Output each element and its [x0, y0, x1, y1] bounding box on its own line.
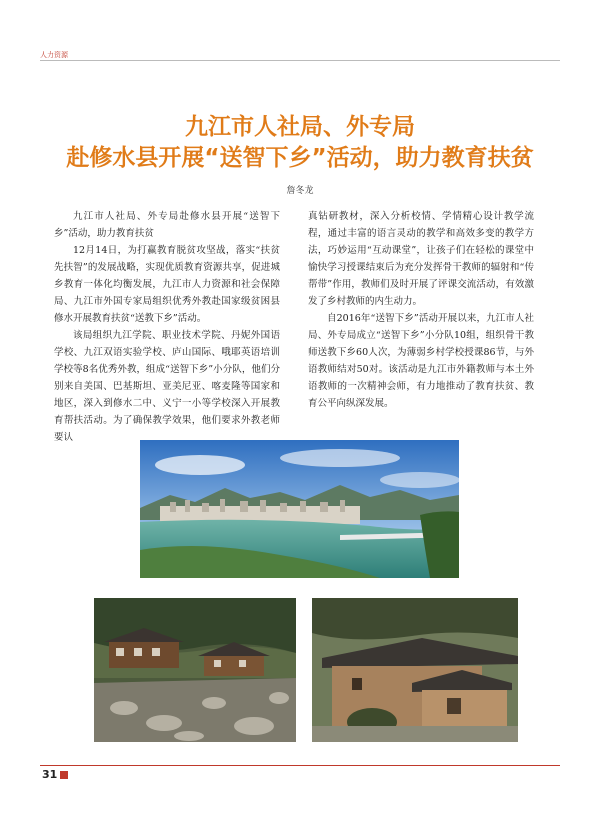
page-number-marker: [60, 771, 68, 779]
old-house-photo: [312, 598, 518, 742]
header-section-mark: 人力资源: [40, 51, 68, 59]
article-title-line1: 九江市人社局、外专局: [185, 114, 415, 140]
footer-rule: [40, 765, 560, 766]
article-title-line2: 赴修水县开展“送智下乡”活动，助力教育扶贫: [66, 145, 534, 171]
paragraph: 该局组织九江学院、职业技术学院、丹妮外国语学校、九江双语实验学校、庐山国际、哦耶英语培训学校等8名优秀外教，组成“送智下乡”小分队，他们分别来自美国、巴基斯坦、亚美尼亚、喀麦隆等国家和地区，深入到修水二中、义宁一小等学校深入开展教育帮扶活动。为了确保教学效果，他们要求外教老师要认: [54, 330, 280, 443]
top-rule: [40, 60, 560, 61]
paragraph: 真钻研教材，深入分析校情、学情精心设计教学流程，通过丰富的语言灵动的教学和高效多变的教学方法，巧妙运用“互动课堂”，让孩子们在轻松的课堂中愉快学习授课结束后为充分发挥骨干教师的辐射和“传帮带”作用，教师们及时开展了评课交流活动，有效激发了乡村教师的内生动力。: [308, 211, 534, 307]
mountain-village-photo: [94, 598, 296, 742]
paragraph: 12月14日，为打赢教育脱贫攻坚战，落实“扶贫先扶智”的发展战略，实现优质教育资源共享，促进城乡教育一体化均衡发展，九江市人力资源和社会保障局、九江市外国专家局组织优秀外教赴国家级贫困县修水开展教育扶贫“送教下乡”活动。: [54, 245, 280, 324]
paragraph: 九江市人社局、外专局赴修水县开展“送智下乡”活动，助力教育扶贫: [54, 211, 280, 239]
text-column-right: [308, 208, 534, 412]
river-town-photo: [140, 440, 459, 578]
paragraph: 自2016年“送智下乡”活动开展以来，九江市人社局、外专局成立“送智下乡”小分队10组，组织骨干教师送教下乡60人次，为薄弱乡村学校授课86节，与外语教师结对50对。该活动是九江市外籍教师与本土外语教师的一次精神会师，有力地推动了教育扶贫、教育公平向纵深发展。: [308, 313, 534, 409]
page-number: 31: [42, 768, 58, 781]
text-column-left: [54, 208, 280, 446]
article-author: 詹冬龙: [286, 186, 314, 196]
